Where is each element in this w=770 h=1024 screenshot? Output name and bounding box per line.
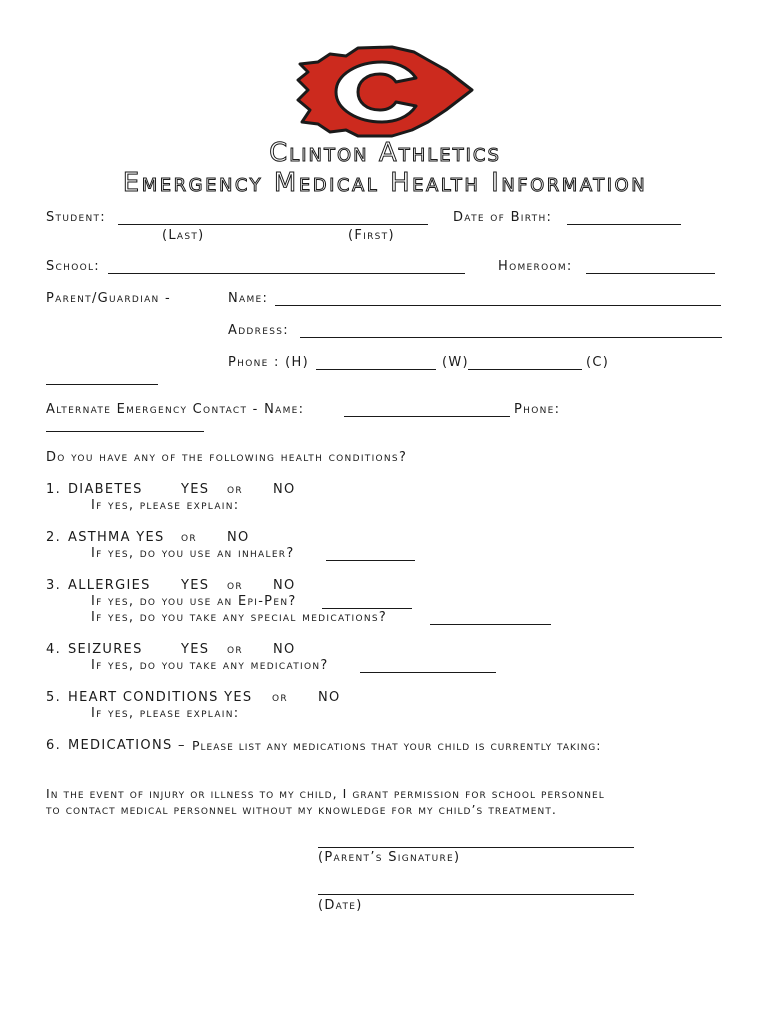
seizures-no-option[interactable]: NO (273, 642, 296, 657)
phone-home-field[interactable] (316, 369, 436, 370)
title-line1: Clinton Athletics (269, 138, 501, 168)
seizures-medication-field[interactable] (360, 672, 496, 673)
parent-signature-caption: (Parent’s Signature) (318, 850, 461, 865)
asthma-yes-option[interactable]: ASTHMA YES (68, 530, 165, 545)
address-label: Address: (228, 323, 289, 338)
date-field[interactable] (318, 894, 634, 895)
alternate-phone-field[interactable] (46, 431, 204, 432)
consent-line1: In the event of injury or illness to my child, I grant permission for school personnel (46, 786, 605, 801)
alternate-phone-label: Phone: (514, 402, 561, 417)
homeroom-label: Homeroom: (498, 259, 573, 274)
allergies-medications-field[interactable] (430, 624, 551, 625)
allergies-label: ALLERGIES (68, 578, 151, 593)
seizures-number: 4. (46, 642, 62, 657)
medications-label: MEDICATIONS – (68, 738, 186, 753)
diabetes-label: DIABETES (68, 482, 143, 497)
phone-work-field[interactable] (468, 369, 582, 370)
consent-line2: to contact medical personnel without my knowledge for my child’s treatment. (46, 802, 557, 817)
homeroom-field[interactable] (586, 273, 715, 274)
last-caption: (Last) (162, 228, 205, 243)
asthma-inhaler-field[interactable] (326, 560, 415, 561)
asthma-or: or (181, 530, 197, 545)
allergies-no-option[interactable]: NO (273, 578, 296, 593)
title-line2: Emergency Medical Health Information (122, 168, 648, 198)
medications-number: 6. (46, 738, 62, 753)
asthma-no-option[interactable]: NO (227, 530, 250, 545)
parent-guardian-label: Parent/Guardian - (46, 291, 172, 306)
diabetes-yes-option[interactable]: YES (181, 482, 210, 497)
diabetes-no-option[interactable]: NO (273, 482, 296, 497)
alternate-name-field[interactable] (344, 416, 510, 417)
address-field[interactable] (300, 337, 722, 338)
seizures-yes-option[interactable]: YES (181, 642, 210, 657)
phone-cell-field[interactable] (46, 384, 158, 385)
seizures-label: SEIZURES (68, 642, 143, 657)
heart-or: or (272, 690, 288, 705)
dob-field[interactable] (567, 224, 681, 225)
dob-label: Date of Birth: (453, 210, 553, 225)
first-caption: (First) (348, 228, 395, 243)
parent-name-label: Name: (228, 291, 269, 306)
asthma-number: 2. (46, 530, 62, 545)
phone-cell-label: (C) (586, 355, 610, 370)
heart-no-option[interactable]: NO (318, 690, 341, 705)
parent-signature-field[interactable] (318, 847, 634, 848)
medications-instructions: Please list any medications that your child is currently taking: (192, 738, 602, 753)
allergies-number: 3. (46, 578, 62, 593)
school-field[interactable] (108, 273, 465, 274)
date-caption: (Date) (318, 898, 363, 913)
allergies-epipen-field[interactable] (322, 608, 412, 609)
clinton-arrowhead-logo-icon (296, 44, 476, 140)
phone-work-label: (W) (442, 355, 469, 370)
alternate-contact-label: Alternate Emergency Contact - Name: (46, 402, 305, 417)
allergies-medications-label: If yes, do you take any special medications? (91, 610, 388, 625)
diabetes-number: 1. (46, 482, 62, 497)
heart-yes-option[interactable]: HEART CONDITIONS YES (68, 690, 253, 705)
phone-home-label: Phone : (H) (228, 355, 309, 370)
allergies-yes-option[interactable]: YES (181, 578, 210, 593)
seizures-or: or (227, 642, 243, 657)
heart-explain-label: If yes, please explain: (91, 706, 240, 721)
school-label: School: (46, 259, 100, 274)
diabetes-explain-label: If yes, please explain: (91, 498, 240, 513)
student-name-field[interactable] (118, 224, 428, 225)
conditions-question: Do you have any of the following health conditions? (46, 450, 408, 465)
seizures-medication-label: If yes, do you take any medication? (91, 658, 329, 673)
allergies-or: or (227, 578, 243, 593)
asthma-inhaler-label: If yes, do you use an inhaler? (91, 546, 295, 561)
heart-number: 5. (46, 690, 62, 705)
parent-name-field[interactable] (275, 305, 721, 306)
student-label: Student: (46, 210, 106, 225)
allergies-epipen-label: If yes, do you use an Epi-Pen? (91, 594, 297, 609)
diabetes-or: or (227, 482, 243, 497)
